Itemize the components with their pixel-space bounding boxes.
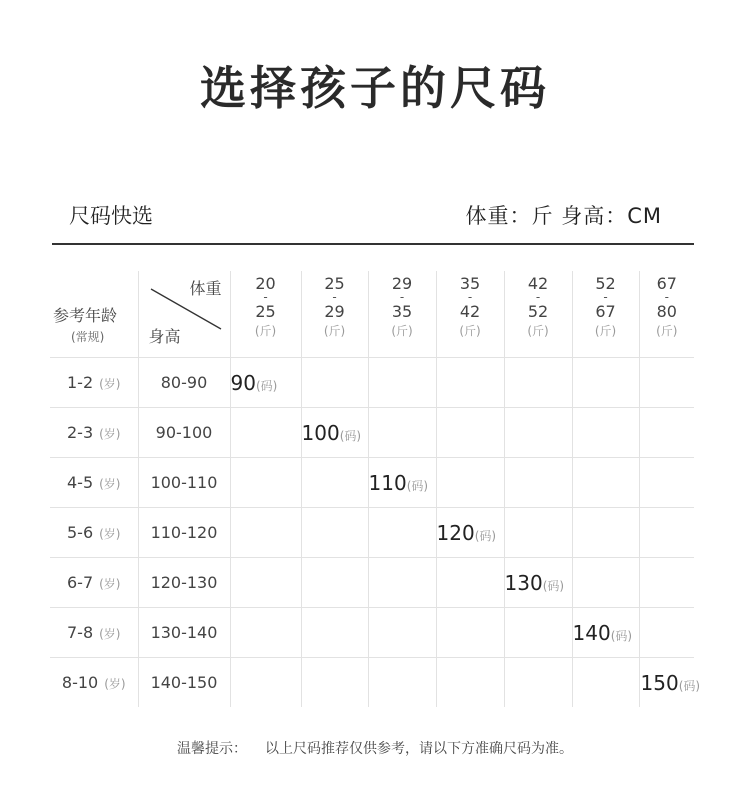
- empty-cell: [639, 358, 694, 408]
- empty-cell: [572, 558, 639, 608]
- empty-cell: [639, 608, 694, 658]
- weight-dash: -: [399, 290, 405, 304]
- weight-to: 80: [656, 302, 677, 321]
- empty-cell: [504, 658, 572, 708]
- empty-cell: [504, 408, 572, 458]
- empty-cell: [572, 508, 639, 558]
- weight-dash: -: [535, 290, 541, 304]
- age-cell: [50, 458, 138, 508]
- table-row: [50, 508, 694, 558]
- table-row: [50, 458, 694, 508]
- size-unit: (码): [339, 428, 362, 443]
- empty-cell: [301, 558, 368, 608]
- age-unit: (岁): [99, 477, 121, 491]
- empty-cell: [436, 558, 504, 608]
- weight-to: 42: [459, 302, 481, 321]
- weight-column-header: [572, 271, 639, 358]
- empty-cell: [436, 408, 504, 458]
- age-range: 6-7: [66, 573, 94, 592]
- empty-cell: [639, 408, 694, 458]
- age-unit: (岁): [99, 377, 121, 391]
- age-unit: (岁): [99, 577, 121, 591]
- size-value: 90: [230, 370, 256, 395]
- empty-cell: [368, 408, 436, 458]
- age-range: 7-8: [66, 623, 94, 642]
- age-cell: [50, 508, 138, 558]
- empty-cell: [230, 608, 301, 658]
- empty-cell: [301, 458, 368, 508]
- age-header-note: (常规): [71, 330, 105, 344]
- weight-from: 67: [656, 274, 677, 293]
- weight-from: 52: [595, 274, 616, 293]
- age-range: 4-5: [66, 473, 94, 492]
- size-value: 150: [640, 670, 679, 695]
- weight-unit: (斤): [391, 324, 413, 338]
- height-range: 120-130: [138, 558, 230, 608]
- empty-cell: [301, 508, 368, 558]
- corner-age-cell: [50, 271, 138, 358]
- height-range: 140-150: [138, 658, 230, 708]
- height-range: 110-120: [138, 508, 230, 558]
- units-note: 体重：斤 身高：CM: [465, 204, 662, 228]
- age-range: 8-10: [61, 673, 99, 692]
- height-range: 100-110: [138, 458, 230, 508]
- weight-from: 42: [527, 274, 549, 293]
- weight-unit: (斤): [656, 324, 678, 338]
- empty-cell: [436, 358, 504, 408]
- size-chart-table: [50, 271, 701, 707]
- empty-cell: [368, 508, 436, 558]
- empty-cell: [368, 558, 436, 608]
- weight-to: 52: [527, 302, 549, 321]
- weight-unit: (斤): [594, 324, 617, 338]
- weight-dash: -: [263, 290, 268, 304]
- weight-header: 体重: [189, 279, 222, 298]
- age-range: 2-3: [66, 423, 94, 442]
- age-cell: [50, 658, 138, 708]
- size-cell: [504, 558, 572, 608]
- size-unit: (码): [474, 528, 497, 543]
- weight-from: 29: [391, 274, 413, 293]
- height-range: 90-100: [138, 408, 230, 458]
- empty-cell: [301, 608, 368, 658]
- empty-cell: [230, 408, 301, 458]
- size-cell: [572, 608, 639, 658]
- empty-cell: [301, 358, 368, 408]
- empty-cell: [639, 458, 694, 508]
- weight-to: 29: [324, 302, 345, 321]
- age-cell: [50, 558, 138, 608]
- size-unit: (码): [406, 478, 429, 493]
- weight-to: 35: [391, 302, 413, 321]
- size-cell: [301, 408, 368, 458]
- empty-cell: [572, 658, 639, 708]
- empty-cell: [368, 658, 436, 708]
- empty-cell: [572, 408, 639, 458]
- tip-text: 以上尺码推荐仅供参考，请以下方准确尺码为准。: [265, 741, 573, 757]
- empty-cell: [572, 458, 639, 508]
- weight-dash: -: [332, 290, 337, 304]
- size-cell: [230, 358, 301, 408]
- age-unit: (岁): [99, 427, 121, 441]
- empty-cell: [230, 558, 301, 608]
- empty-cell: [436, 608, 504, 658]
- age-unit: (岁): [99, 527, 121, 541]
- empty-cell: [230, 658, 301, 708]
- corner-diagonal-cell: [138, 271, 230, 358]
- weight-column-header: [436, 271, 504, 358]
- weight-to: 67: [595, 302, 616, 321]
- weight-from: 35: [459, 274, 481, 293]
- weight-unit: (斤): [254, 324, 277, 338]
- empty-cell: [639, 558, 694, 608]
- empty-cell: [230, 508, 301, 558]
- size-unit: (码): [678, 678, 701, 693]
- empty-cell: [436, 658, 504, 708]
- size-value: 120: [436, 520, 475, 545]
- size-value: 100: [301, 420, 340, 445]
- tip-label: 温馨提示：: [177, 741, 247, 757]
- table-row: [50, 358, 694, 408]
- weight-column-header: [368, 271, 436, 358]
- tip-note: [0, 738, 750, 758]
- empty-cell: [504, 508, 572, 558]
- table-row: [50, 608, 694, 658]
- size-cell: [639, 658, 701, 708]
- weight-column-header: [639, 271, 694, 358]
- size-cell: [436, 508, 504, 558]
- table-row: [50, 658, 694, 708]
- height-range: 130-140: [138, 608, 230, 658]
- empty-cell: [301, 658, 368, 708]
- table-row: [50, 408, 694, 458]
- weight-from: 20: [255, 274, 276, 293]
- weight-dash: -: [603, 290, 608, 304]
- size-value: 140: [572, 620, 611, 645]
- size-unit: (码): [542, 578, 565, 593]
- size-cell: [368, 458, 436, 508]
- empty-cell: [368, 608, 436, 658]
- empty-cell: [504, 608, 572, 658]
- weight-dash: -: [664, 290, 669, 304]
- empty-cell: [572, 358, 639, 408]
- section-heading: 尺码快选: [69, 204, 153, 228]
- size-value: 130: [504, 570, 543, 595]
- age-cell: [50, 608, 138, 658]
- size-value: 110: [368, 470, 407, 495]
- page-title: 选择孩子的尺码: [200, 61, 550, 115]
- empty-cell: [639, 508, 694, 558]
- weight-column-header: [230, 271, 301, 358]
- empty-cell: [504, 358, 572, 408]
- size-unit: (码): [610, 628, 633, 643]
- height-header: 身高: [148, 327, 181, 346]
- weight-unit: (斤): [459, 324, 481, 338]
- age-header: 参考年龄: [53, 306, 118, 325]
- weight-from: 25: [324, 274, 345, 293]
- weight-column-header: [301, 271, 368, 358]
- age-cell: [50, 408, 138, 458]
- divider: [52, 243, 694, 245]
- height-range: 80-90: [138, 358, 230, 408]
- weight-unit: (斤): [527, 324, 549, 338]
- size-unit: (码): [255, 378, 278, 393]
- age-unit: (岁): [99, 627, 121, 641]
- weight-dash: -: [467, 290, 473, 304]
- age-range: 1-2: [66, 373, 94, 392]
- empty-cell: [504, 458, 572, 508]
- weight-column-header: [504, 271, 572, 358]
- header-row: [50, 271, 694, 358]
- age-range: 5-6: [66, 523, 94, 542]
- table-row: [50, 558, 694, 608]
- empty-cell: [230, 458, 301, 508]
- weight-to: 25: [255, 302, 276, 321]
- age-unit: (岁): [104, 677, 126, 691]
- empty-cell: [436, 458, 504, 508]
- empty-cell: [368, 358, 436, 408]
- weight-unit: (斤): [323, 324, 346, 338]
- age-cell: [50, 358, 138, 408]
